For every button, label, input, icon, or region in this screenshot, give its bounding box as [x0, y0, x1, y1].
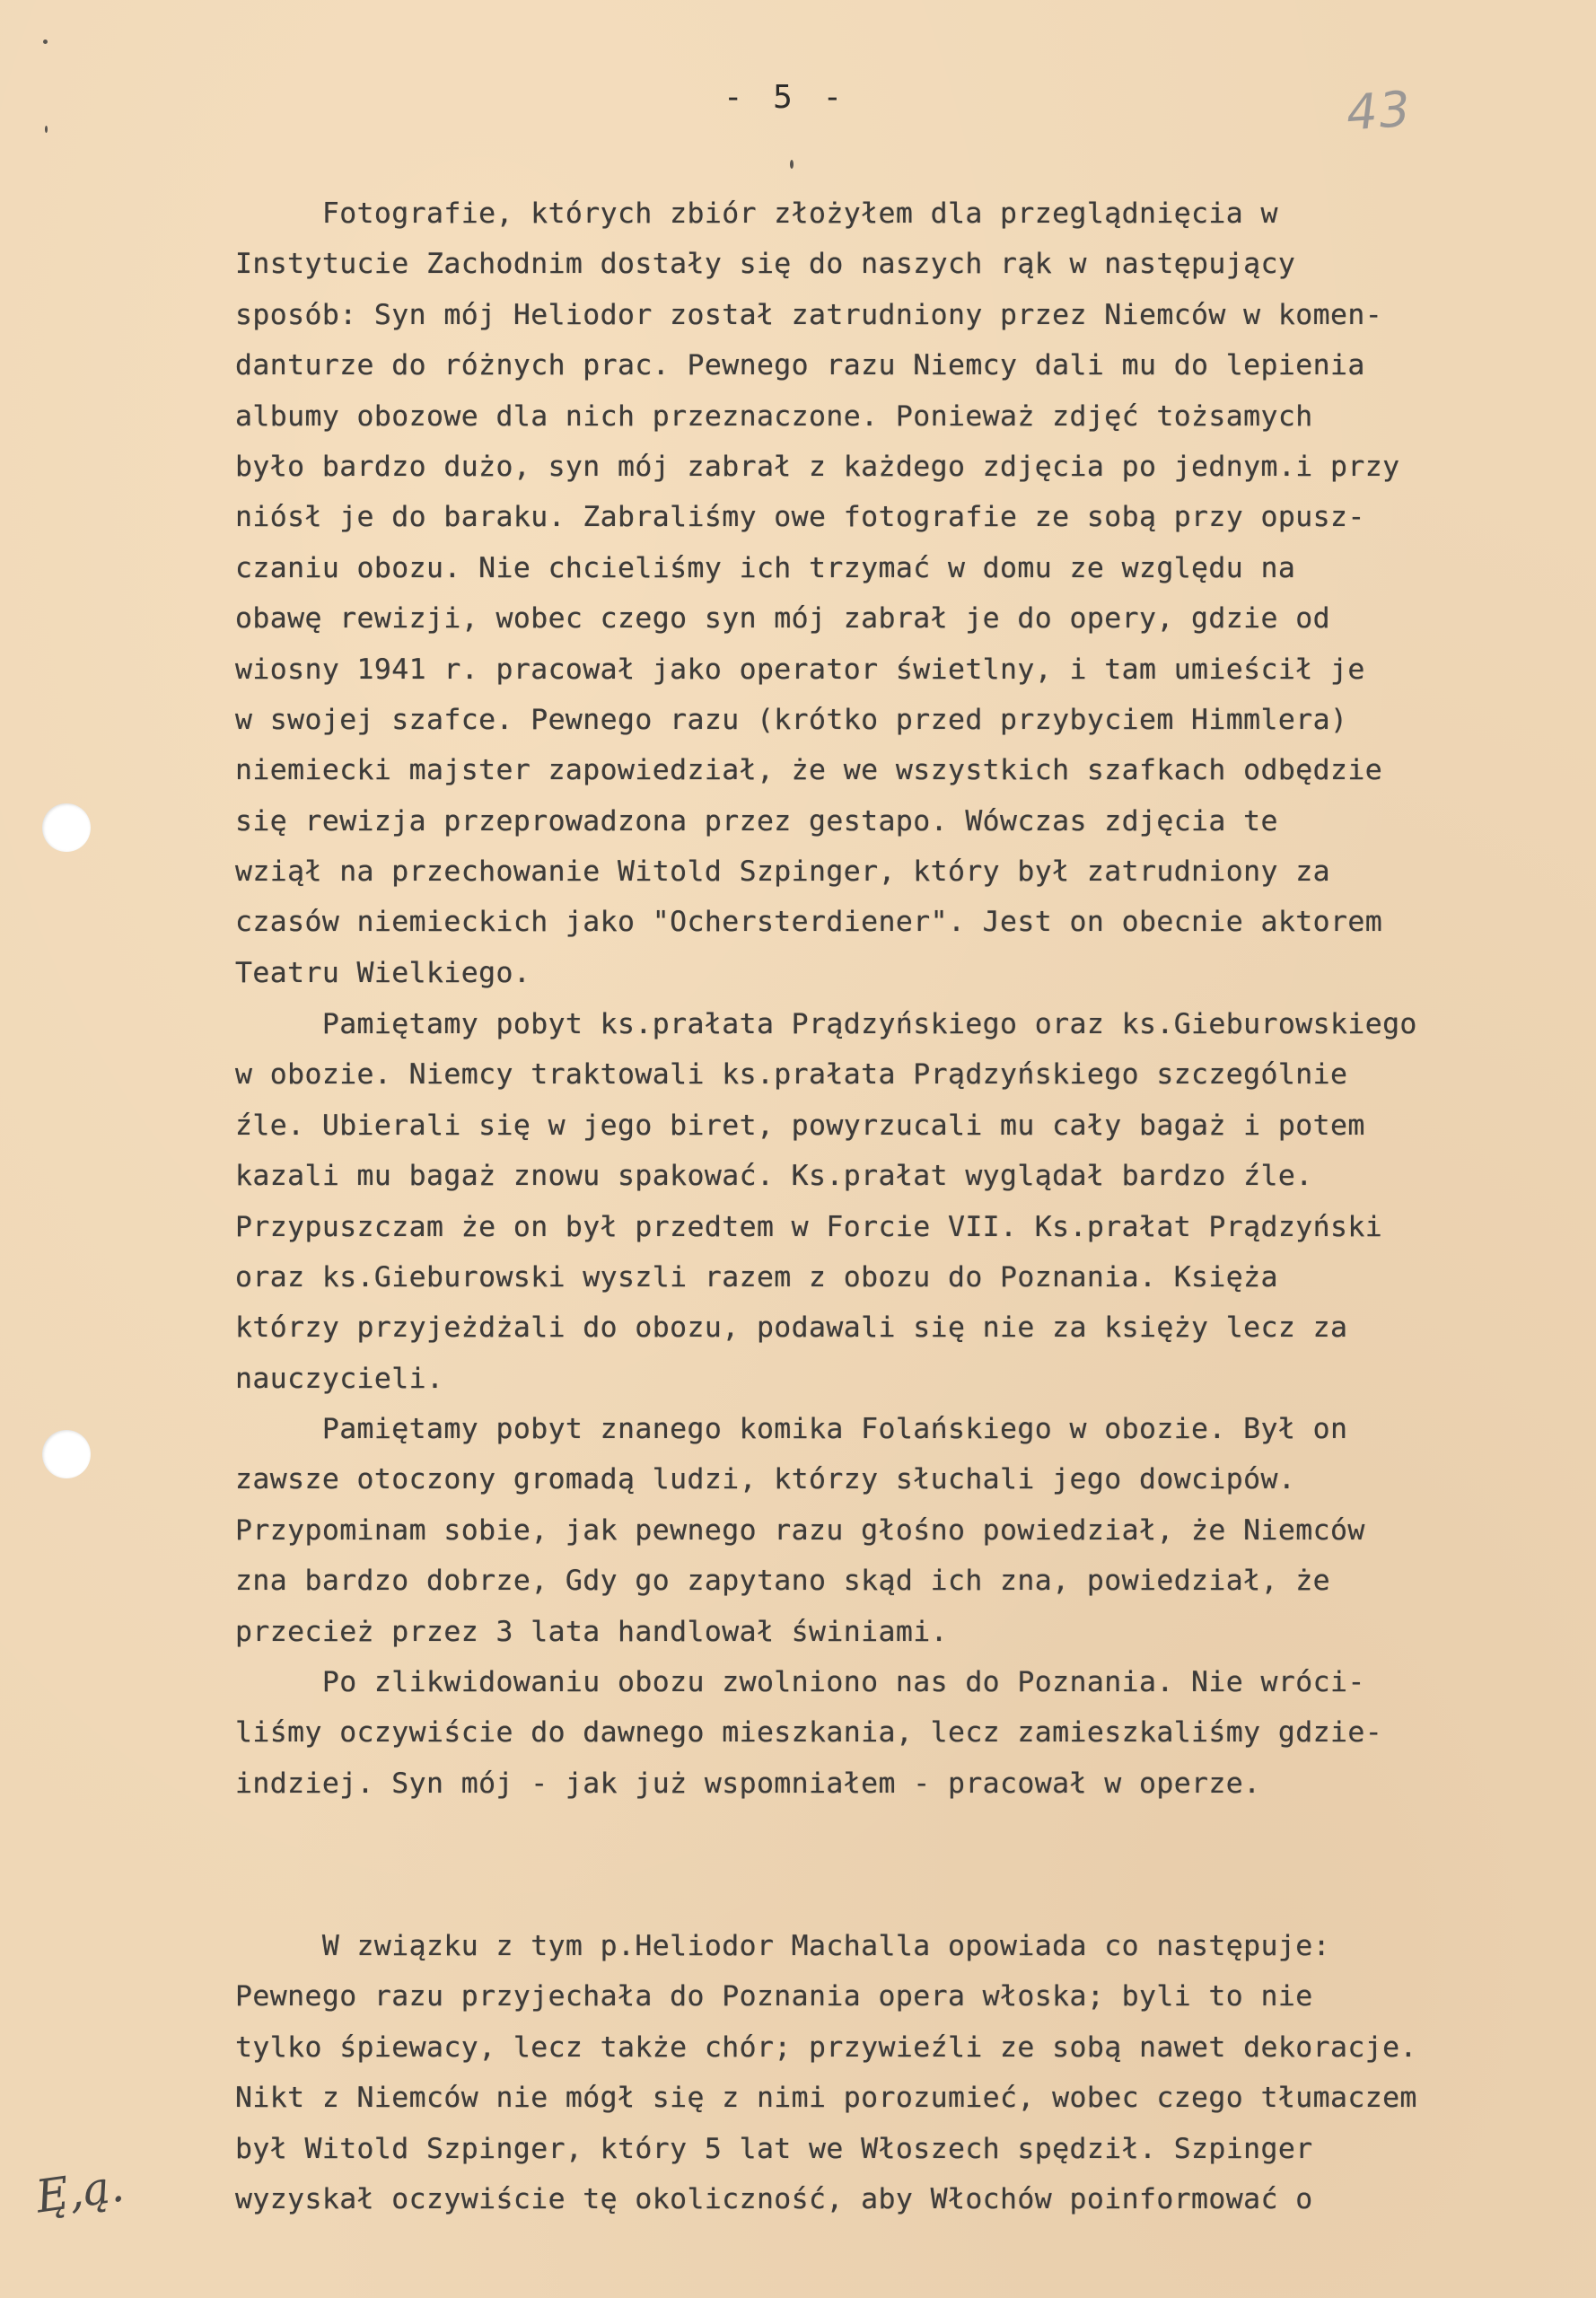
text-line: Pamiętamy pobyt ks.prałata Prądzyńskiego oraz ks.Gieburowskiego	[235, 1008, 1417, 1040]
text-line: czasów niemieckich jako "Ochersterdiener". Jest on obecnie aktorem	[235, 906, 1383, 939]
text-line: Instytucie Zachodnim dostały się do naszych rąk w następujący	[235, 248, 1296, 281]
text-line: w obozie. Niemcy traktowali ks.prałata Prądzyńskiego szczególnie	[235, 1058, 1348, 1092]
text-line: oraz ks.Gieburowski wyszli razem z obozu do Poznania. Księża	[235, 1260, 1278, 1294]
text-line: Fotografie, których zbiór złożyłem dla przeglądnięcia w	[235, 197, 1278, 230]
archive-number: 43	[1344, 80, 1414, 142]
text-line: Przypominam sobie, jak pewnego razu głośno powiedział, że Niemców	[235, 1513, 1365, 1547]
text-line: było bardzo dużo, syn mój zabrał z każdego zdjęcia po jednym.i przy	[235, 450, 1400, 483]
text-line: Pamiętamy pobyt znanego komika Folańskiego w obozie. Był on	[235, 1413, 1348, 1445]
text-line: czaniu obozu. Nie chcieliśmy ich trzymać w domu ze względu na	[235, 551, 1296, 584]
text-line: liśmy oczywiście do dawnego mieszkania, lecz zamieszkaliśmy gdzie-	[235, 1716, 1383, 1750]
punch-hole	[42, 803, 91, 852]
text-line: tylko śpiewacy, lecz także chór; przywieźli ze sobą nawet dekoracje.	[235, 2030, 1417, 2064]
text-line: zna bardzo dobrze, Gdy go zapytano skąd ich zna, powiedział, że	[235, 1565, 1330, 1598]
text-line: sposób: Syn mój Heliodor został zatrudniony przez Niemców w komen-	[235, 298, 1383, 331]
text-line: Pewnego razu przyjechała do Poznania opera włoska; byli to nie	[235, 1980, 1313, 2013]
page-number: - 5 -	[723, 79, 848, 116]
text-line: był Witold Szpinger, który 5 lat we Włoszech spędził. Szpinger	[235, 2132, 1313, 2165]
text-line: nauczycieli.	[235, 1362, 444, 1395]
margin-handwritten-mark: Ę,ą.	[32, 2159, 127, 2223]
text-line: się rewizja przeprowadzona przez gestapo. Wówczas zdjęcia te	[235, 804, 1278, 838]
text-line: niemiecki majster zapowiedział, że we wszystkich szafkach odbędzie	[235, 754, 1383, 787]
paragraph-priests	[235, 999, 1582, 1404]
text-line: którzy przyjeżdżali do obozu, podawali się nie za księży lecz za	[235, 1311, 1348, 1345]
text-line: źle. Ubierali się w jego biret, powyrzucali mu cały bagaż i potem	[235, 1109, 1365, 1142]
text-line: w swojej szafce. Pewnego razu (krótko przed przybyciem Himmlera)	[235, 703, 1348, 736]
text-line: albumy obozowe dla nich przeznaczone. Ponieważ zdjęć tożsamych	[235, 399, 1313, 433]
text-line: zawsze otoczony gromadą ludzi, którzy słuchali jego dowcipów.	[235, 1463, 1296, 1496]
text-line: wyzyskał oczywiście tę okoliczność, aby Włochów poinformować o	[235, 2182, 1313, 2215]
text-line: indziej. Syn mój - jak już wspomniałem - pracował w operze.	[235, 1767, 1261, 1800]
text-line: wziął na przechowanie Witold Szpinger, który był zatrudniony za	[235, 855, 1330, 889]
paragraph-comedian	[235, 1404, 1582, 1657]
paper-speck	[45, 126, 48, 133]
text-line: danturze do różnych prac. Pewnego razu Niemcy dali mu do lepienia	[235, 349, 1365, 382]
text-line: Teatru Wielkiego.	[235, 956, 531, 989]
paragraph-italian-opera	[235, 1921, 1582, 2224]
paper-speck	[790, 160, 794, 169]
text-line: Nikt z Niemców nie mógł się z nimi porozumieć, wobec czego tłumaczem	[235, 2082, 1417, 2115]
text-line: kazali mu bagaż znowu spakować. Ks.prałat wyglądał bardzo źle.	[235, 1160, 1313, 1193]
text-line: obawę rewizji, wobec czego syn mój zabrał je do opery, gdzie od	[235, 602, 1330, 636]
text-line: W związku z tym p.Heliodor Machalla opowiada co następuje:	[235, 1930, 1330, 1962]
paragraph-release	[235, 1657, 1582, 1809]
text-line: wiosny 1941 r. pracował jako operator świetlny, i tam umieścił je	[235, 653, 1365, 686]
text-line: Przypuszczam że on był przedtem w Forcie VII. Ks.prałat Prądzyński	[235, 1210, 1383, 1243]
paper-speck	[43, 39, 48, 44]
paragraph-photographs	[235, 189, 1582, 998]
text-line: Po zlikwidowaniu obozu zwolniono nas do Poznania. Nie wróci-	[235, 1666, 1365, 1698]
text-line: niósł je do baraku. Zabraliśmy owe fotografie ze sobą przy opusz-	[235, 501, 1365, 534]
text-line: przecież przez 3 lata handlował świniami.	[235, 1615, 948, 1648]
punch-hole	[42, 1430, 91, 1478]
